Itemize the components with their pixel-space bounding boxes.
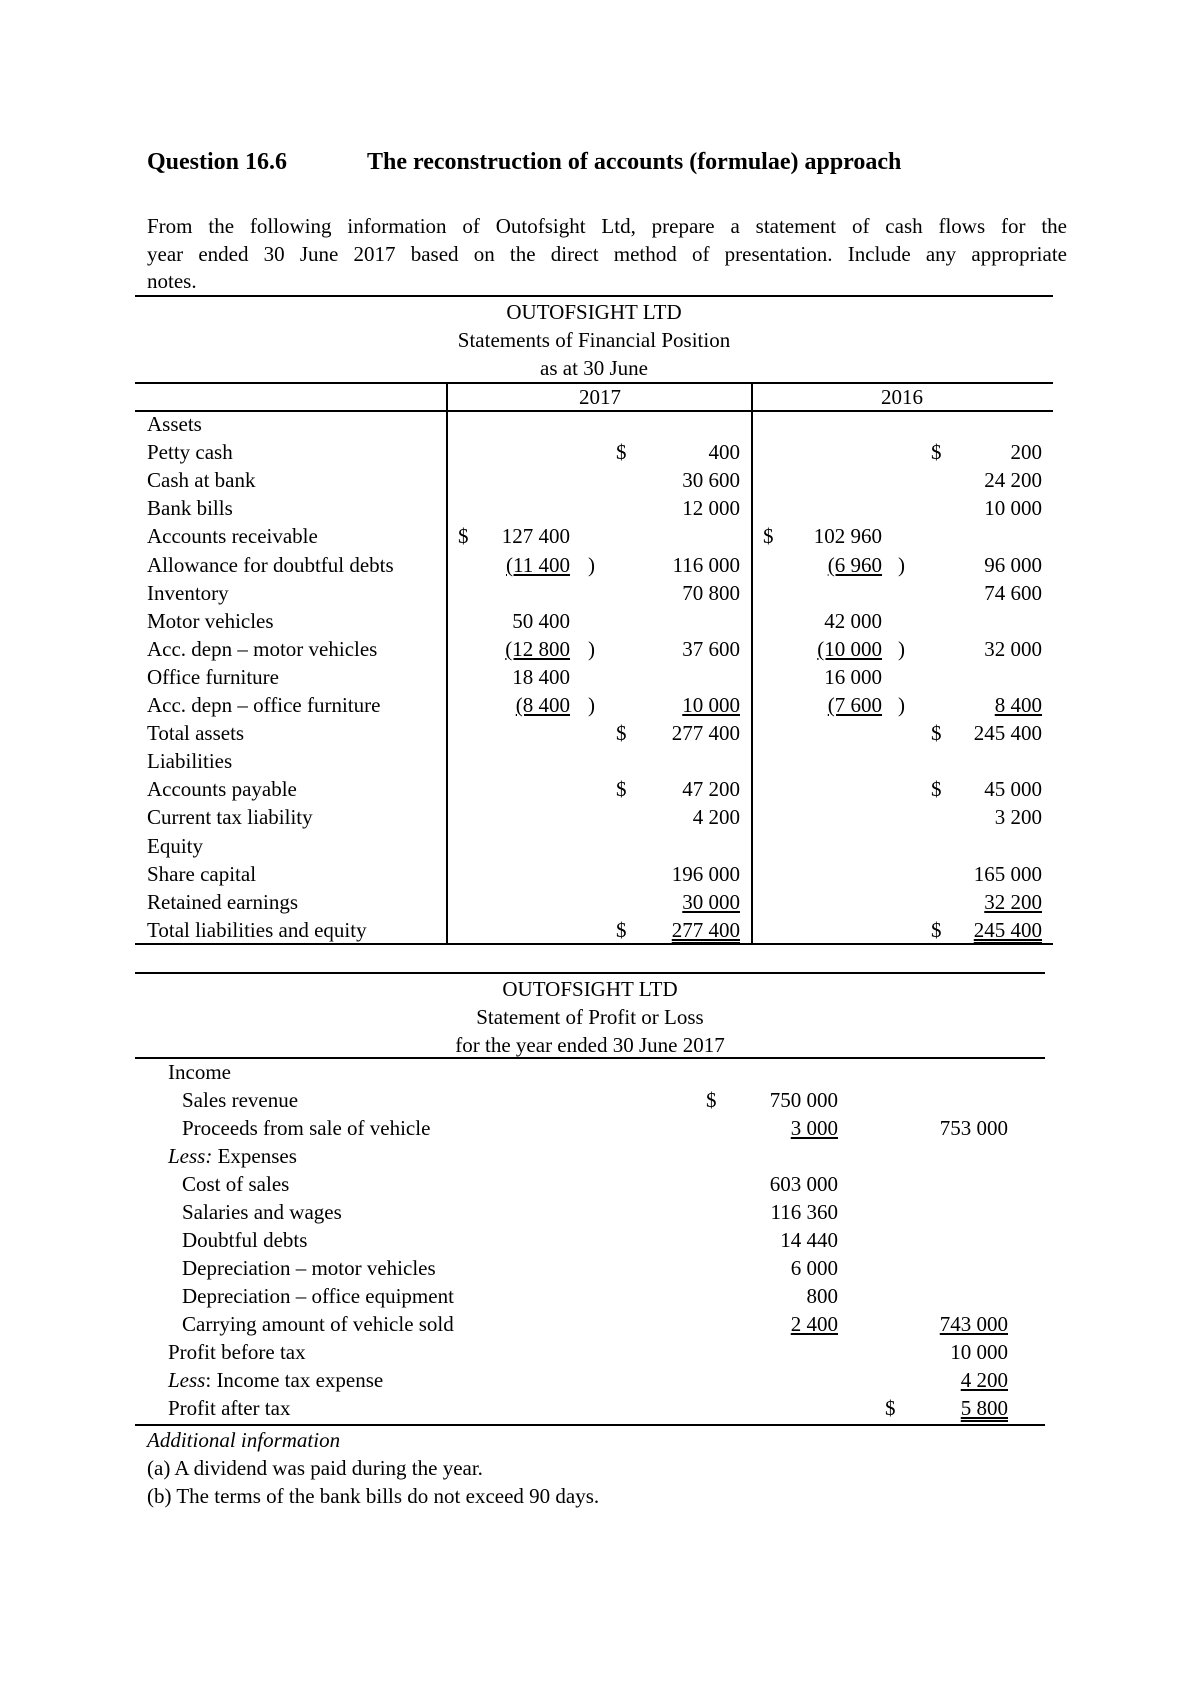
question-title: The reconstruction of accounts (formulae) approach: [367, 149, 902, 175]
pl-row-label: [182, 1088, 298, 1113]
sofp-company: OUTOFSIGHT LTD: [506, 300, 682, 324]
sofp-row-label: Total assets: [147, 721, 245, 746]
pl-row-label-text: Carrying amount of vehicle sold: [182, 1312, 454, 1336]
dollar-sign: $: [616, 440, 627, 465]
intro-line: notes.: [147, 269, 197, 293]
dollar-sign: $: [706, 1088, 717, 1112]
sub-amount-2017: (8 400: [515, 693, 570, 717]
pl-row-label: [182, 1312, 454, 1337]
pl-amount: 6 000: [790, 1256, 838, 1280]
pl-amount: 3 000: [790, 1116, 838, 1140]
pl-row-label: [182, 1172, 289, 1197]
paren: ): [588, 636, 595, 661]
dollar-sign: $: [931, 721, 942, 746]
pl-row-label-text: Proceeds from sale of vehicle: [182, 1116, 431, 1140]
paren: ): [898, 552, 905, 577]
total-amount-2017: 47 200: [682, 777, 740, 802]
total-amount-2017: 12 000: [682, 496, 740, 521]
sofp-divider-left: [446, 382, 448, 945]
pl-total: 743 000: [939, 1312, 1008, 1336]
sub-amount-2017: 50 400: [512, 608, 570, 633]
pl-row-label-text: Salaries and wages: [182, 1200, 342, 1224]
dollar-sign: $: [458, 524, 469, 549]
sofp-row-label: Accounts payable: [147, 777, 297, 802]
pl-row-label-text: Profit after tax: [168, 1396, 291, 1420]
pl-row-label: [182, 1200, 342, 1225]
pl-row-label: [182, 1284, 454, 1309]
sub-amount-2017: (12 800: [505, 636, 570, 661]
sofp-top-rule: [135, 295, 1053, 297]
total-amount-2017: 400: [708, 440, 740, 465]
sofp-row-label: Office furniture: [147, 664, 279, 689]
dollar-sign: $: [616, 917, 627, 942]
sofp-header-rule: [135, 382, 1053, 384]
pl-row-label-text: Depreciation – motor vehicles: [182, 1256, 436, 1280]
sofp-row-label: Retained earnings: [147, 889, 299, 914]
sub-amount-2016: (10 000: [817, 636, 882, 661]
pl-row-label-text: Cost of sales: [182, 1172, 290, 1196]
pl-total: 4 200: [960, 1368, 1008, 1392]
total-amount-2016: 32 000: [984, 636, 1042, 661]
pl-amount: 2 400: [790, 1312, 838, 1336]
dollar-sign: $: [616, 721, 627, 746]
total-amount-2016: 245 400: [973, 721, 1042, 746]
sub-amount-2017: (11 400: [506, 552, 570, 577]
additional-item: (a) A dividend was paid during the year.: [147, 1456, 483, 1480]
sub-amount-2016: 102 960: [813, 524, 882, 549]
paren: ): [898, 693, 905, 717]
sofp-row-label: Inventory: [147, 580, 229, 605]
total-amount-2016: 96 000: [984, 552, 1042, 577]
sofp-row-label: Motor vehicles: [147, 608, 274, 633]
total-amount-2017: 30 600: [682, 468, 740, 493]
pl-amount: 750 000: [769, 1088, 838, 1112]
pl-row-label-text: : Income tax expense: [205, 1368, 384, 1392]
paren: ): [898, 636, 905, 661]
intro-line: From the following information of Outofsight Ltd, prepare a statement of cash flows for the: [147, 214, 1067, 238]
additional-item: (b) The terms of the bank bills do not exceed 90 days.: [147, 1484, 600, 1508]
total-amount-2016: 45 000: [984, 777, 1042, 802]
sofp-col-2016: 2016: [881, 385, 923, 409]
pl-row-label-text: Income: [168, 1060, 231, 1084]
total-amount-2016: 245 400: [973, 917, 1042, 942]
paren: ): [588, 693, 595, 717]
dollar-sign: $: [616, 777, 627, 802]
pl-header-rule: [135, 1057, 1045, 1059]
pl-row-label: [168, 1340, 306, 1365]
pl-amount: 603 000: [769, 1172, 838, 1196]
sofp-bottom-rule: [135, 943, 1053, 945]
sofp-divider-mid: [751, 382, 753, 945]
pl-amount: 800: [806, 1284, 838, 1308]
total-amount-2017: 4 200: [692, 805, 740, 830]
pl-row-label: [168, 1060, 231, 1085]
sub-amount-2017: 18 400: [512, 664, 570, 689]
sofp-row-label: Equity: [147, 833, 203, 858]
total-amount-2017: 30 000: [682, 889, 740, 914]
sofp-row-label: Accounts receivable: [147, 524, 318, 549]
sofp-row-label: Allowance for doubtful debts: [147, 552, 394, 577]
pl-total: 5 800: [960, 1396, 1008, 1420]
pl-amount: 116 360: [770, 1200, 838, 1224]
pl-row-label: [182, 1256, 436, 1281]
sofp-row-label: Petty cash: [147, 440, 233, 465]
total-amount-2017: 70 800: [682, 580, 740, 605]
sub-amount-2016: 42 000: [824, 608, 882, 633]
total-amount-2017: 277 400: [671, 917, 740, 942]
total-amount-2017: 277 400: [671, 721, 740, 746]
pl-row-label: [168, 1144, 297, 1169]
pl-title: Statement of Profit or Loss: [476, 1005, 704, 1029]
total-amount-2017: 196 000: [671, 861, 740, 886]
sofp-row-label: Current tax liability: [147, 805, 313, 830]
pl-row-label: [168, 1368, 383, 1393]
pl-row-label-italic: Less: [168, 1368, 206, 1392]
total-amount-2016: 200: [1010, 440, 1042, 465]
sub-amount-2016: 16 000: [824, 664, 882, 689]
pl-row-label-text: Doubtful debts: [182, 1228, 308, 1252]
pl-row-label: [182, 1228, 307, 1253]
sub-amount-2016: (7 600: [827, 693, 882, 717]
pl-row-label: [182, 1116, 430, 1141]
total-amount-2016: 24 200: [984, 468, 1042, 493]
pl-date: for the year ended 30 June 2017: [455, 1033, 725, 1057]
pl-total: 753 000: [939, 1116, 1008, 1140]
sub-amount-2017: 127 400: [501, 524, 570, 549]
sofp-row-label: Acc. depn – office furniture: [147, 693, 381, 717]
dollar-sign: $: [931, 440, 942, 465]
pl-row-label-italic: Less:: [168, 1144, 213, 1168]
total-amount-2017: 37 600: [682, 636, 740, 661]
additional-heading: Additional information: [147, 1428, 341, 1452]
total-amount-2016: 74 600: [984, 580, 1042, 605]
dollar-sign: $: [885, 1396, 896, 1420]
pl-row-label-text: Sales revenue: [182, 1088, 299, 1112]
pl-bottom-rule: [135, 1424, 1045, 1426]
total-amount-2016: 165 000: [973, 861, 1042, 886]
pl-amount: 14 440: [780, 1228, 838, 1252]
sofp-date: as at 30 June: [540, 356, 648, 380]
pl-top-rule: [135, 972, 1045, 974]
pl-total: 10 000: [950, 1340, 1008, 1364]
intro-line: year ended 30 June 2017 based on the direct method of presentation. Include any appropriate: [147, 241, 1067, 266]
sofp-row-label: Assets: [147, 412, 202, 436]
total-amount-2016: 3 200: [994, 805, 1042, 830]
total-amount-2016: 10 000: [984, 496, 1042, 521]
total-amount-2017: 116 000: [672, 552, 740, 577]
pl-row-label-text: Expenses: [212, 1144, 297, 1168]
sofp-row-label: Acc. depn – motor vehicles: [147, 636, 378, 661]
pl-row-label-text: Depreciation – office equipment: [182, 1284, 454, 1308]
sofp-title: Statements of Financial Position: [457, 328, 731, 352]
sofp-row-label: Cash at bank: [147, 468, 256, 493]
total-amount-2016: 8 400: [994, 693, 1042, 717]
total-amount-2017: 10 000: [682, 693, 740, 717]
sofp-col-2017: 2017: [579, 385, 621, 409]
pl-row-label-text: Profit before tax: [168, 1340, 306, 1364]
sofp-year-rule: [135, 410, 1053, 412]
pl-company: OUTOFSIGHT LTD: [502, 977, 678, 1001]
sofp-row-label: Bank bills: [147, 496, 233, 521]
total-amount-2016: 32 200: [984, 889, 1042, 914]
sofp-row-label: Share capital: [147, 861, 257, 886]
dollar-sign: $: [763, 524, 774, 549]
sub-amount-2016: (6 960: [827, 552, 882, 577]
paren: ): [588, 552, 595, 577]
dollar-sign: $: [931, 917, 942, 942]
pl-row-label: [168, 1396, 290, 1421]
sofp-row-label: Total liabilities and equity: [147, 917, 367, 942]
question-number: Question 16.6: [147, 149, 288, 175]
sofp-row-label: Liabilities: [147, 749, 233, 774]
dollar-sign: $: [931, 777, 942, 802]
